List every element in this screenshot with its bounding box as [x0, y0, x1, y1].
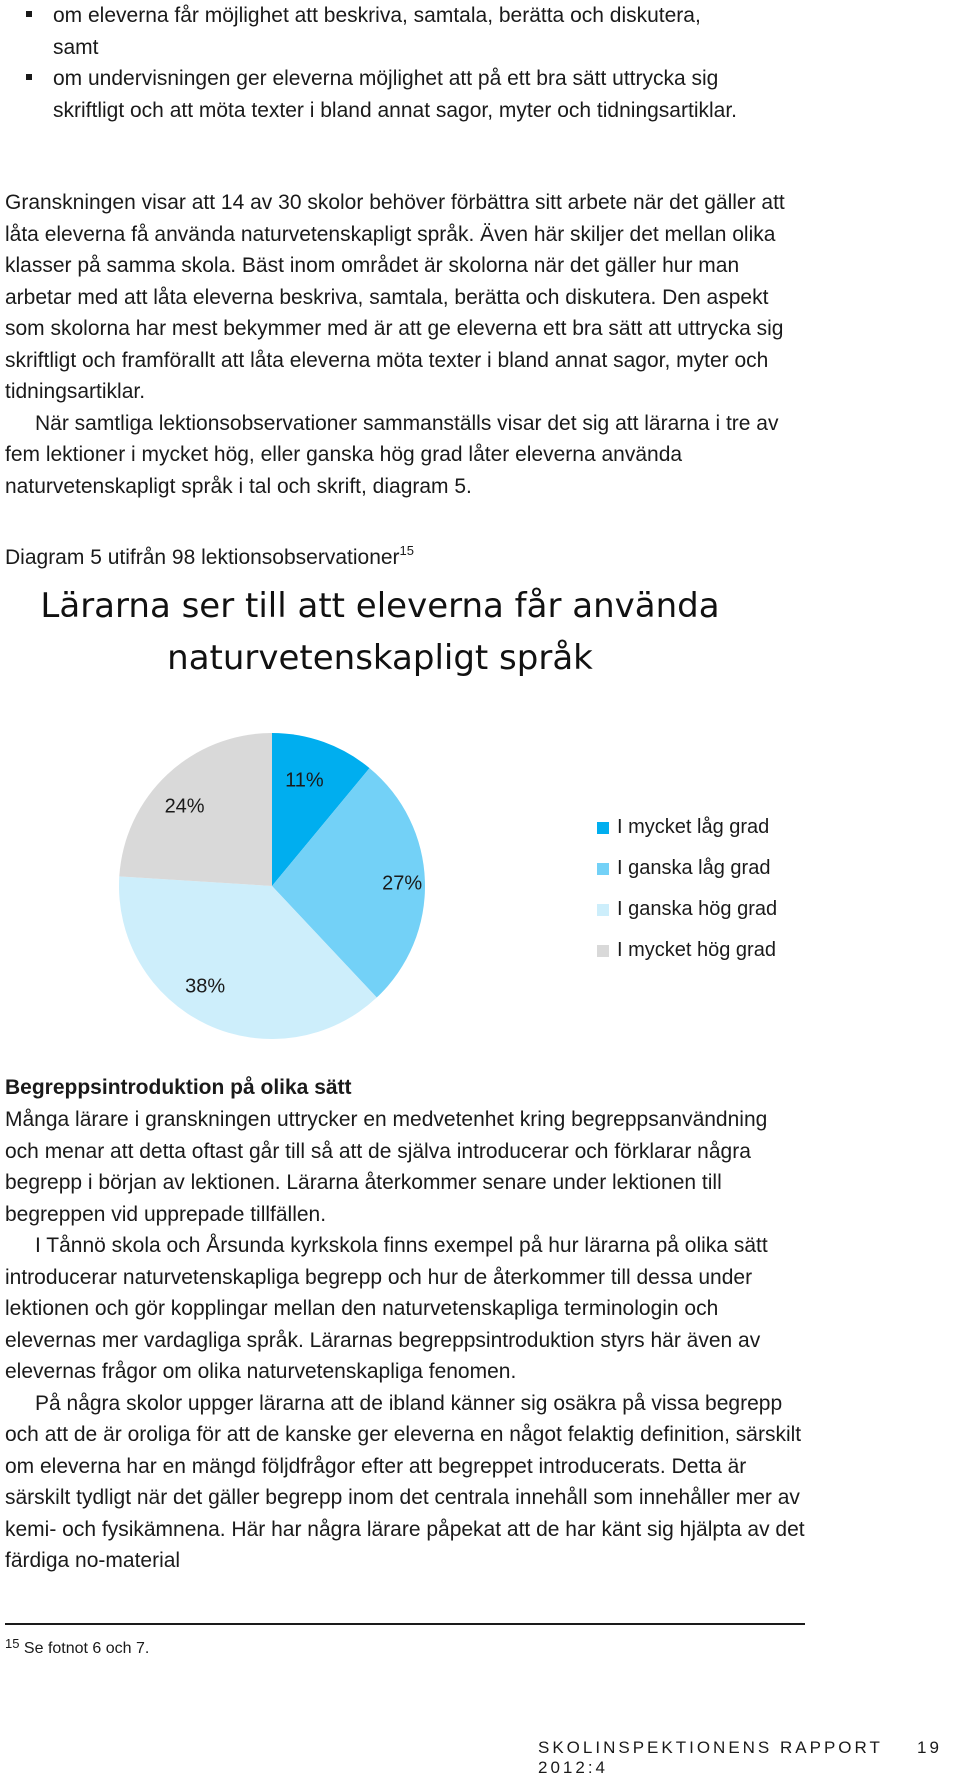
legend-swatch [597, 945, 609, 957]
legend-item [597, 807, 777, 848]
legend-label: I mycket hög grad [617, 939, 776, 961]
bullet-list [5, 0, 745, 126]
legend-swatch [597, 904, 609, 916]
paragraph: När samtliga lektionsobservationer sammanställs visar det sig att lärarna i tre av fem lektioner i mycket hög, eller ganska hög grad låter eleverna använda naturvetenskapligt språk i tal och skrift, diagram 5. [5, 411, 779, 498]
pie-chart [100, 720, 440, 1040]
body-text-bottom [5, 1104, 805, 1577]
section-heading: Begreppsintroduktion på olika sätt [5, 1076, 352, 1099]
chart-title-line: Lärarna ser till att eleverna får använda [40, 586, 720, 626]
legend-label: I mycket låg grad [617, 816, 770, 838]
diagram-caption [5, 537, 414, 572]
legend-swatch [597, 863, 609, 875]
legend-swatch [597, 822, 609, 834]
footnote-number: 15 [5, 1636, 20, 1651]
paragraph: Många lärare i granskningen uttrycker en medvetenhet kring begreppsanvändning och menar att detta oftast går till så att de själva introducerar och förklarar några begrepp i början av lektionen. Lärarna återkommer senare under lektionen till begreppen vid upprepade tillfällen. [5, 1108, 768, 1226]
footnote [5, 1636, 149, 1658]
legend-label: I ganska hög grad [617, 898, 778, 920]
legend-item [597, 930, 777, 971]
bullet-marker [26, 11, 32, 17]
pie-data-label: 24% [164, 795, 205, 818]
legend-label: I ganska låg grad [617, 857, 771, 879]
chart-legend [597, 807, 777, 971]
legend-item [597, 889, 777, 930]
bullet-text: om undervisningen ger eleverna möjlighet att på ett bra sätt uttrycka sig skriftligt och att möta texter i bland annat sagor, myter och tidningsartiklar. [53, 67, 737, 122]
list-item [5, 0, 745, 63]
paragraph: På några skolor uppger lärarna att de ibland känner sig osäkra på vissa begrepp och att de är oroliga för att de kanske ger eleverna en något felaktig definition, särskilt om eleverna har en mängd följdfrågor efter att begreppet introducerats. Detta är särskilt tydligt när det gäller begrepp inom det centrala innehåll som innehåller mer av kemi- och fysikämnena. Här har några lärare påpekat att de har känt sig hjälpta av det färdiga no-material [5, 1391, 805, 1572]
page-number: 19 [917, 1738, 942, 1757]
bullet-text: om eleverna får möjlighet att beskriva, samtala, berätta och diskutera, samt [53, 4, 701, 59]
footnote-divider [5, 1623, 805, 1625]
pie-data-label: 38% [185, 975, 226, 998]
legend-item [597, 848, 777, 889]
footer-title: SKOLINSPEKTIONENS RAPPORT 2012:4 [538, 1738, 883, 1777]
paragraph: I Tånnö skola och Årsunda kyrkskola finns exempel på hur lärarna på olika sätt introducerar naturvetenskapliga begrepp och hur de återkommer till dessa under lektionen och gör kopplingar mellan den naturvetenskapliga terminologin och elevernas mer vardagliga språk. Lärarnas begreppsintroduktion styrs här även av elevernas frågor om olika naturvetenskapliga fenomen. [5, 1234, 768, 1383]
diagram-caption-text: Diagram 5 utifrån 98 lektionsobservationer [5, 546, 400, 569]
footnote-reference: 15 [399, 543, 415, 558]
body-text-top [5, 187, 805, 502]
chart-title-line: naturvetenskapligt språk [167, 638, 593, 678]
chart-title [20, 580, 740, 684]
pie-data-label: 11% [285, 769, 324, 792]
paragraph: Granskningen visar att 14 av 30 skolor behöver förbättra sitt arbete när det gäller att låta eleverna få använda naturvetenskapligt språk. Även här skiljer det mellan olika klasser på samma skola. Bäst inom området är skolorna när det gäller hur man arbetar med att låta eleverna beskriva, samtala, berätta och diskutera. Den aspekt som skolorna har mest bekymmer med är att ge eleverna ett bra sätt att uttrycka sig skriftligt och framförallt att låta eleverna möta texter i bland annat sagor, myter och tidningsartiklar. [5, 191, 785, 403]
footnote-text: Se fotnot 6 och 7. [23, 1640, 150, 1657]
pie-data-label: 27% [382, 872, 423, 895]
bullet-marker [26, 74, 32, 80]
list-item [5, 63, 745, 126]
